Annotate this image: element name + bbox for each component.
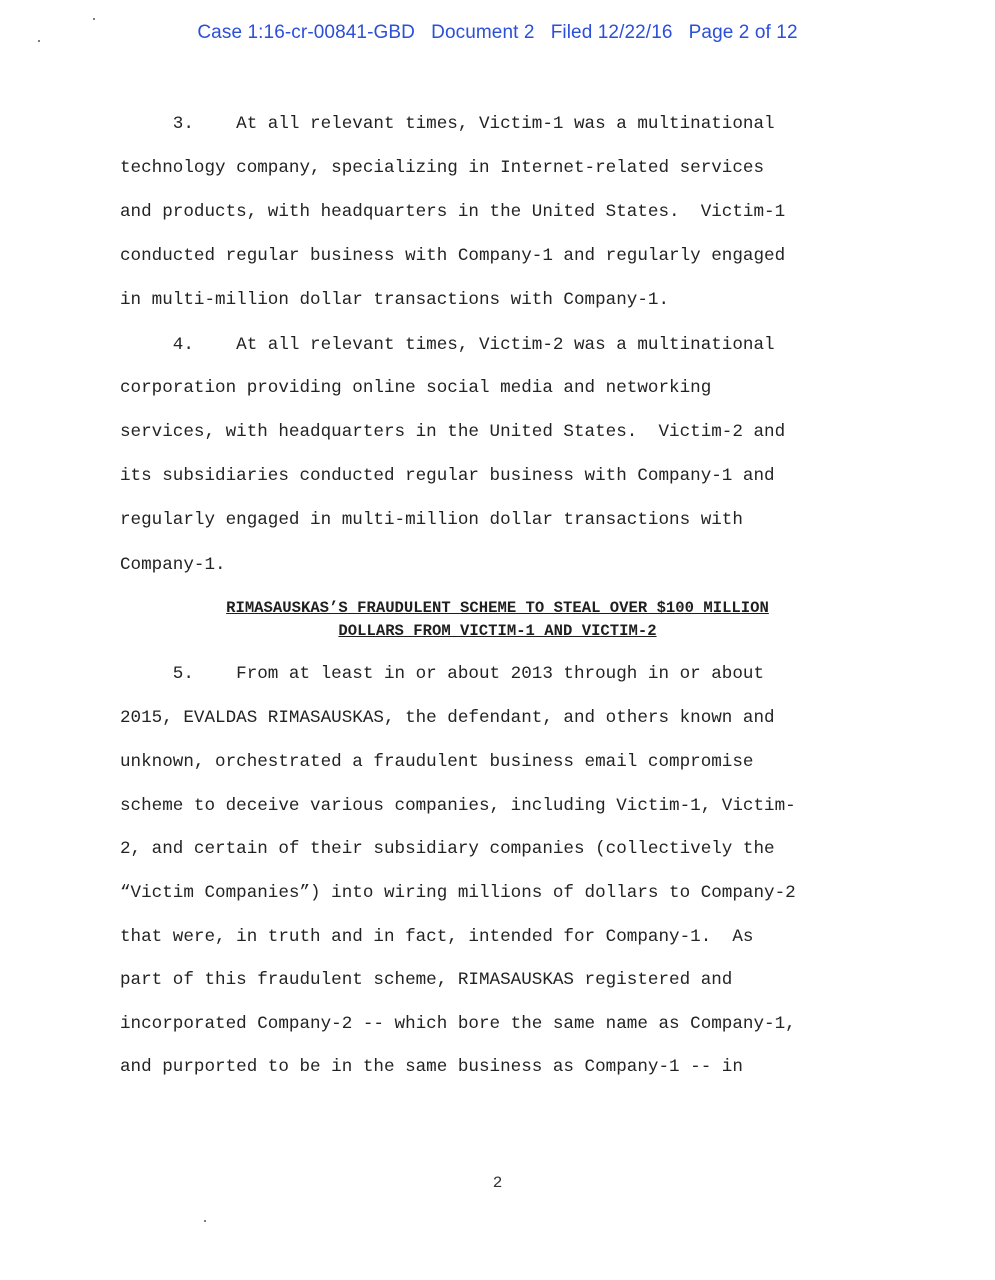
- paragraph-3-line-2: technology company, specializing in Internet-related services: [120, 158, 765, 178]
- paragraph-5-line-4: scheme to deceive various companies, including Victim-1, Victim-: [120, 796, 796, 816]
- scan-speck: [38, 40, 40, 42]
- paragraph-3-line-1: 3. At all relevant times, Victim-1 was a multinational: [120, 114, 775, 134]
- paragraph-4-line-3: services, with headquarters in the United States. Victim-2 and: [120, 422, 786, 442]
- paragraph-5-line-10: and purported to be in the same business as Company-1 -- in: [120, 1057, 743, 1077]
- section-heading-line-1: RIMASAUSKAS’S FRAUDULENT SCHEME TO STEAL OVER $100 MILLION: [226, 599, 769, 617]
- paragraph-5-line-3: unknown, orchestrated a fraudulent business email compromise: [120, 752, 754, 772]
- case-header: Case 1:16-cr-00841-GBD Document 2 Filed 12/22/16 Page 2 of 12: [197, 22, 798, 43]
- paragraph-3-line-5: in multi-million dollar transactions with Company-1.: [120, 290, 670, 310]
- paragraph-5-line-7: that were, in truth and in fact, intended for Company-1. As: [120, 927, 754, 947]
- paragraph-5-line-9: incorporated Company-2 -- which bore the same name as Company-1,: [120, 1014, 796, 1034]
- paragraph-3-line-3: and products, with headquarters in the United States. Victim-1: [120, 202, 786, 222]
- paragraph-5-line-8: part of this fraudulent scheme, RIMASAUSKAS registered and: [120, 970, 733, 990]
- scan-speck: [204, 1220, 206, 1222]
- paragraph-4-line-4: its subsidiaries conducted regular business with Company-1 and: [120, 466, 775, 486]
- scan-speck: [93, 18, 95, 20]
- paragraph-5-line-5: 2, and certain of their subsidiary companies (collectively the: [120, 839, 775, 859]
- page-number: 2: [492, 1174, 503, 1192]
- paragraph-5-line-1: 5. From at least in or about 2013 through in or about: [120, 664, 765, 684]
- paragraph-4-line-1: 4. At all relevant times, Victim-2 was a multinational: [120, 335, 775, 355]
- paragraph-5-line-6: “Victim Companies”) into wiring millions of dollars to Company-2: [120, 883, 796, 903]
- paragraph-4-line-2: corporation providing online social media and networking: [120, 378, 712, 398]
- paragraph-4-line-6: Company-1.: [120, 555, 226, 575]
- paragraph-3-line-4: conducted regular business with Company-1 and regularly engaged: [120, 246, 786, 266]
- section-heading-line-2: DOLLARS FROM VICTIM-1 AND VICTIM-2: [338, 622, 657, 640]
- paragraph-4-line-5: regularly engaged in multi-million dollar transactions with: [120, 510, 743, 530]
- paragraph-5-line-2: 2015, EVALDAS RIMASAUSKAS, the defendant, and others known and: [120, 708, 775, 728]
